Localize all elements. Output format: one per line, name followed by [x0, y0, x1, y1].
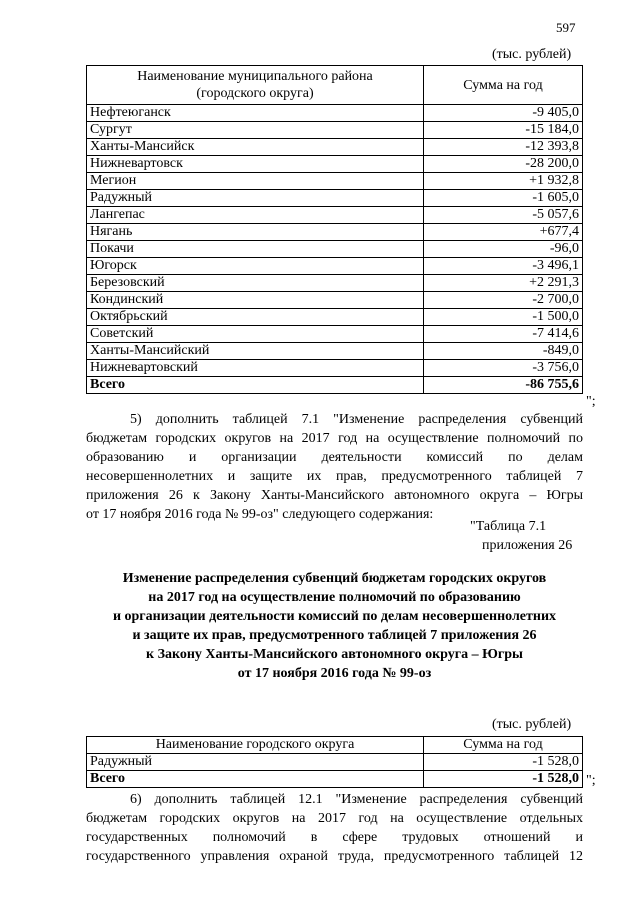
row-value: -96,0	[424, 241, 583, 258]
row-value: +2 291,3	[424, 275, 583, 292]
table-row	[87, 241, 583, 258]
row-value: -9 405,0	[424, 105, 583, 122]
table-row	[87, 326, 583, 343]
row-name: Радужный	[87, 190, 424, 207]
table-reference	[470, 517, 572, 555]
row-value: -12 393,8	[424, 139, 583, 156]
paragraph-line: несовершеннолетних и защите их прав, предусмотренного таблицей 7	[86, 469, 583, 484]
header-sum-cell: Сумма на год	[424, 737, 583, 754]
row-name: Нягань	[87, 224, 424, 241]
total-label: Всего	[87, 771, 424, 788]
row-value: -3 496,1	[424, 258, 583, 275]
paragraph-line: государственного управления охраной труда, предусмотренного таблицей 12	[86, 849, 583, 864]
table-row	[87, 173, 583, 190]
table1-units: (тыс. рублей)	[492, 47, 572, 62]
row-name: Нижневартовск	[87, 156, 424, 173]
paragraph-line: государственных полномочий в сфере трудовых отношений и	[86, 830, 583, 845]
table2-units: (тыс. рублей)	[492, 717, 572, 732]
total-label: Всего	[87, 377, 424, 394]
paragraph-6	[86, 790, 583, 866]
title-line: на 2017 год на осуществление полномочий по образованию	[148, 590, 521, 605]
table-row	[87, 139, 583, 156]
row-value: -5 057,6	[424, 207, 583, 224]
row-value: -15 184,0	[424, 122, 583, 139]
title-line: от 17 ноября 2016 года № 99-оз	[237, 666, 432, 681]
table-reference-line2: приложения 26	[482, 538, 573, 553]
paragraph-line: 6) дополнить таблицей 12.1 "Изменение распределения субвенций	[130, 792, 583, 807]
row-name: Ханты-Мансийский	[87, 343, 424, 360]
total-row	[87, 771, 583, 788]
row-value: -1 528,0	[424, 754, 583, 771]
table-reference-line1: "Таблица 7.1	[470, 519, 547, 534]
row-name: Кондинский	[87, 292, 424, 309]
city-subvention-table	[86, 736, 583, 788]
row-name: Покачи	[87, 241, 424, 258]
row-value: -28 200,0	[424, 156, 583, 173]
header-name-line1: Наименование муниципального района	[137, 69, 373, 84]
row-name: Югорск	[87, 258, 424, 275]
header-name-line2: (городского округа)	[196, 86, 314, 101]
row-name: Октябрьский	[87, 309, 424, 326]
row-name: Березовский	[87, 275, 424, 292]
table-row	[87, 122, 583, 139]
title-line: и защите их прав, предусмотренного таблицей 7 приложения 26	[132, 628, 537, 643]
row-name: Сургут	[87, 122, 424, 139]
table-row	[87, 754, 583, 771]
total-value: -86 755,6	[424, 377, 583, 394]
paragraph-line: 5) дополнить таблицей 7.1 "Изменение распределения субвенций	[130, 412, 583, 427]
table2-trailing-mark: ";	[586, 773, 596, 788]
paragraph-line: бюджетам городских округов на 2017 год на осуществление полномочий по	[86, 431, 583, 446]
table-row	[87, 258, 583, 275]
total-row	[87, 377, 583, 394]
municipal-subvention-table	[86, 65, 583, 394]
title-line: Изменение распределения субвенций бюджетам городских округов	[122, 571, 547, 586]
row-value: +1 932,8	[424, 173, 583, 190]
table-row	[87, 309, 583, 326]
row-value: -1 500,0	[424, 309, 583, 326]
paragraph-line: приложения 26 к Закону Ханты-Мансийского автономного округа – Югры	[86, 488, 583, 503]
paragraph-5	[86, 410, 583, 524]
row-name: Мегион	[87, 173, 424, 190]
title-line: к Закону Ханты-Мансийского автономного округа – Югры	[146, 647, 523, 662]
row-value: +677,4	[424, 224, 583, 241]
row-name: Ханты-Мансийск	[87, 139, 424, 156]
paragraph-line: бюджетам городских округов на 2017 год на осуществление отдельных	[86, 811, 583, 826]
row-value: -3 756,0	[424, 360, 583, 377]
row-name: Советский	[87, 326, 424, 343]
paragraph-line: от 17 ноября 2016 года № 99-оз" следующего содержания:	[86, 507, 434, 522]
table-header-row	[87, 66, 583, 105]
table-row	[87, 207, 583, 224]
title-line: и организации деятельности комиссий по делам несовершеннолетних	[112, 609, 557, 624]
table1-trailing-mark: ";	[586, 394, 596, 409]
paragraph-line: образованию и организации деятельности комиссий по делам	[86, 450, 583, 465]
row-value: -7 414,6	[424, 326, 583, 343]
section-title	[86, 569, 583, 683]
table-row	[87, 292, 583, 309]
row-value: -2 700,0	[424, 292, 583, 309]
header-name-cell	[87, 66, 424, 105]
table-row	[87, 343, 583, 360]
table-row	[87, 360, 583, 377]
row-name: Нефтеюганск	[87, 105, 424, 122]
table-row	[87, 105, 583, 122]
row-name: Лангепас	[87, 207, 424, 224]
table-header-row	[87, 737, 583, 754]
row-value: -849,0	[424, 343, 583, 360]
page-number: 597	[556, 20, 576, 35]
table-row	[87, 156, 583, 173]
header-sum-cell: Сумма на год	[424, 66, 583, 105]
row-name: Радужный	[87, 754, 424, 771]
table-row	[87, 190, 583, 207]
row-value: -1 605,0	[424, 190, 583, 207]
row-name: Нижневартовский	[87, 360, 424, 377]
table-row	[87, 224, 583, 241]
header-name-cell: Наименование городского округа	[87, 737, 424, 754]
total-value: -1 528,0	[424, 771, 583, 788]
table-row	[87, 275, 583, 292]
